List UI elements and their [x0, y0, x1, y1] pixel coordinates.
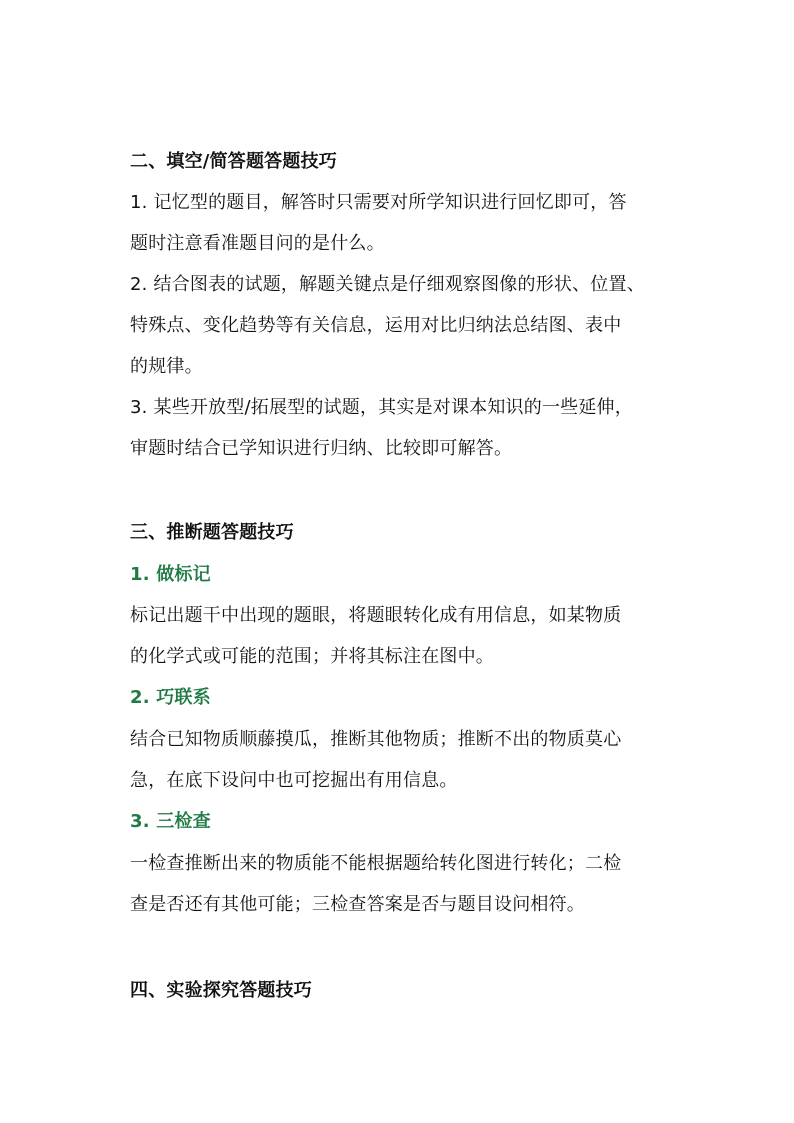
section-3-step-1-title: 1. 做标记: [130, 564, 211, 585]
section-3-step-2-line-2: 急，在底下设问中也可挖掘出有用信息。: [130, 770, 458, 791]
section-2-line-4: 特殊点、变化趋势等有关信息，运用对比归纳法总结图、表中: [130, 315, 622, 336]
section-4-title: 四、实验探究答题技巧: [130, 980, 312, 1001]
section-3-step-1-line-2: 的化学式或可能的范围；并将其标注在图中。: [130, 646, 494, 667]
section-2-line-7: 审题时结合已学知识进行归纳、比较即可解答。: [130, 438, 513, 459]
section-3-step-2-line-1: 结合已知物质顺藤摸瓜，推断其他物质；推断不出的物质莫心: [130, 729, 622, 750]
section-3-step-3-line-1: 一检查推断出来的物质能不能根据题给转化图进行转化；二检: [130, 853, 622, 874]
section-2-line-1: 1. 记忆型的题目，解答时只需要对所学知识进行回忆即可，答: [130, 192, 627, 213]
section-3-step-3-title: 3. 三检查: [130, 811, 211, 832]
section-3-step-1-line-1: 标记出题干中出现的题眼，将题眼转化成有用信息，如某物质: [130, 605, 622, 626]
section-3-title: 三、推断题答题技巧: [130, 522, 294, 543]
section-2-line-6: 3. 某些开放型/拓展型的试题，其实是对课本知识的一些延伸，: [130, 397, 633, 418]
section-2-line-5: 的规律。: [130, 356, 203, 377]
section-2-title: 二、填空/简答题答题技巧: [130, 151, 337, 172]
section-3-step-3-line-2: 查是否还有其他可能；三检查答案是否与题目设问相符。: [130, 894, 585, 915]
section-2-line-3: 2. 结合图表的试题，解题关键点是仔细观察图像的形状、位置、: [130, 274, 645, 295]
section-3-step-2-title: 2. 巧联系: [130, 687, 211, 708]
section-2-line-2: 题时注意看准题目问的是什么。: [130, 233, 385, 254]
